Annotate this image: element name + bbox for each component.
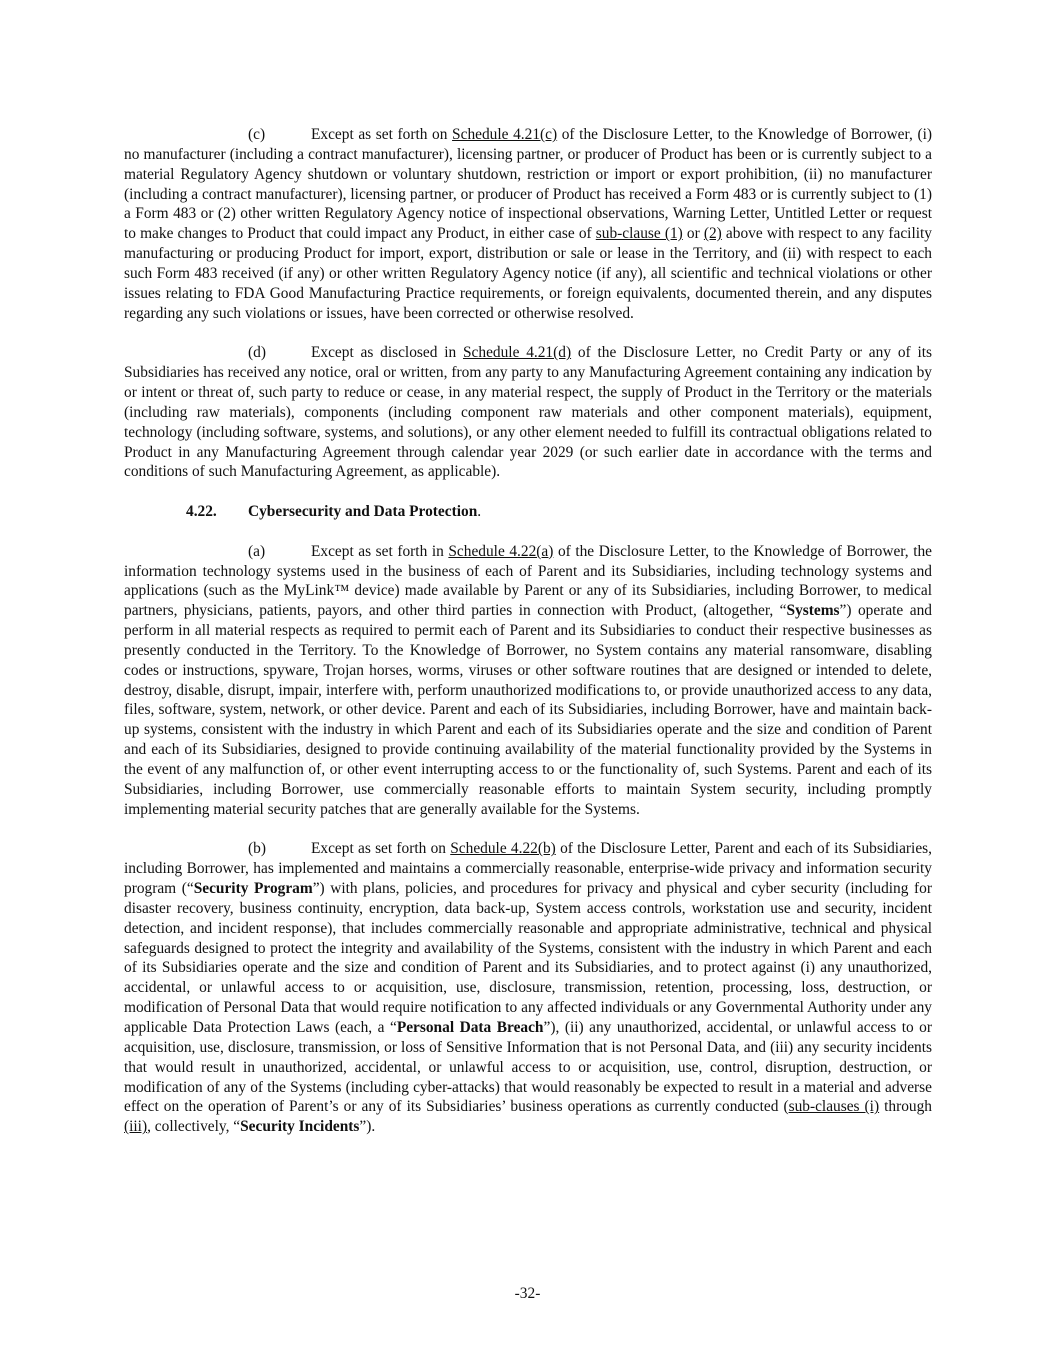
page-number: -32- [514,1285,541,1302]
paragraph-4-21-c [124,125,932,323]
paragraph-4-22-b [124,839,932,1137]
text: Except as disclosed in [311,344,463,362]
text: Except as set forth on [311,126,453,143]
text: ”) operate and perform in all material respects as required to permit each of Parent and its Subsidiaries to conduct their respective businesses as presently conducted in the Territory. To the Knowledge of Borrower, no System contains any material ransomware, disabling codes or instructions, spyware, Trojan horses, worms, viruses or other software routines that are designed or intended to delete, destroy, disable, disrupt, impair, interfere with, perform unauthorized modifications to, or provide unauthorized access to any data, files, software, system, network, or other device. Parent and each of its Subsidiaries, including Borrower, have and maintain back-up systems, consistent with the industry in which Parent and each of its Subsidiaries operate and the size and condition of Parent and each of its Subsidiaries, designed to provide continuing availability of the material functionality provided by the Systems in the event of any malfunction of, or other event interrupting access to or the functionality of, such Systems. Parent and each of its Subsidiaries, including Borrower, use commercially reasonable efforts to maintain System security, including promptly implementing material security patches that are generally available for the Systems. [124,602,932,818]
clause-label: (b) [248,840,266,858]
sub-clause-reference: sub-clauses (i) [788,1098,880,1116]
defined-term: Security Incidents [240,1118,360,1136]
text: or [682,225,704,243]
text: above with respect to any facility manufacturing or producing Product for import, export, distribution or sale or lease in the Territory, and (ii) with respect to each such Form 483 received (if any) or other written Regulatory Agency notice (if any), all scientific and technical violations or other issues relating to FDA Good Manufacturing Practice requirements, or foreign equivalents, documented therein, and any disputes regarding any such violations or issues, have been corrected or otherwise resolved. [124,225,932,322]
clause-label: (c) [248,126,266,143]
sub-clause-reference: sub-clause (1) [595,225,683,243]
document-page [124,125,932,1157]
text: through [879,1098,933,1116]
defined-term: Systems [786,602,840,620]
defined-term: Security Program [193,880,313,898]
paragraph-4-22-a [124,542,932,820]
text: Except as set forth on [311,840,451,858]
defined-term: Personal Data Breach [396,1018,544,1036]
clause-label: (a) [248,542,266,560]
section-title-period: . [477,503,482,521]
text: Except as set forth in [311,542,449,560]
paragraph-4-21-d [124,343,932,482]
text: ”) with plans, policies, and procedures for privacy and physical and cyber security (including for disaster recovery, business continuity, encryption, data back-up, System access controls, workstation use and security, incident detection, and incident response), that includes commercially reasonable and appropriate administrative, technical and physical safeguards designed to protect the integrity and availability of the Systems, consistent with the industry in which Parent and each of its Subsidiaries operate and the size and condition of Parent and its Subsidiaries, and to protect against (i) any unauthorized, accidental, or unlawful access to or acquisition, use, disclosure, transmission, retention, processing, loss, destruction, or modification of Personal Data that would require notification to any affected individuals or any Governmental Authority under any applicable Data Protection Laws (each, a “ [124,880,932,1036]
schedule-reference: Schedule 4.22(a) [448,542,554,560]
text: of the Disclosure Letter, to the Knowledge of Borrower, (i) no manufacturer (including a contract manufacturer), licensing partner, or producer of Product has been or is currently subject to a material Regulatory Agency shutdown or voluntary shutdown, restriction or import or export prohibition, (ii) no manufacturer (including a contract manufacturer), licensing partner, or producer of Product has received a Form 483 or is currently subject to (1) a Form 483 or (2) other written Regulatory Agency notice of inspectional observations, Warning Letter, Untitled Letter or request to make changes to Product that could impact any Product, in either case of [124,126,932,243]
sub-clause-reference: (iii) [124,1118,148,1136]
text: of the Disclosure Letter, Parent and each of its Subsidiaries, including Borrower, has implemented and maintains a commercially reasonable, enterprise-wide privacy and information security program (“ [124,840,932,898]
clause-label: (d) [248,344,266,362]
text: , collectively, “ [147,1118,241,1136]
section-title: Cybersecurity and Data Protection [248,503,478,521]
schedule-reference: Schedule 4.21(c) [452,126,558,143]
section-heading-4-22 [124,502,932,522]
schedule-reference: Schedule 4.22(b) [450,840,556,858]
section-number: 4.22. [186,503,217,521]
text: of the Disclosure Letter, to the Knowledge of Borrower, the information technology systems used in the business of each of Parent and its Subsidiaries, including technology systems and applications (such as the MyLink™ device) made available by Parent or any of its Subsidiaries, including Borrower, to medical partners, physicians, patients, payors, and other third parties in connection with Product, (altogether, “ [124,542,933,620]
text: ”), (ii) any unauthorized, accidental, or unlawful access to or acquisition, use, disclosure, transmission, or loss of Sensitive Information that is not Personal Data, and (iii) any security incidents that would result in unauthorized, accidental, or unlawful access to or acquisition, use, control, disruption, destruction, or modification of any of the Systems (including cyber-attacks) that would reasonably be expected to result in a material and adverse effect on the operation of Parent’s or any of its Subsidiaries’ business operations as currently conducted ( [124,1018,932,1116]
text: of the Disclosure Letter, no Credit Party or any of its Subsidiaries has received any notice, oral or written, from any party to any Manufacturing Agreement containing any indication by or intent or threat of, such party to reduce or cease, in any material respect, the supply of Product in the Territory or the materials (including raw materials), components (including component raw materials and other component materials), equipment, technology (including software, systems, and solutions), or any other element needed to fulfill its contractual obligations related to Product in any Manufacturing Agreement through calendar year 2029 (or such earlier date in accordance with the terms and conditions of such Manufacturing Agreement, as applicable). [124,344,932,481]
sub-clause-reference: (2) [703,225,722,243]
schedule-reference: Schedule 4.21(d) [462,344,572,362]
text: ”). [359,1118,376,1136]
